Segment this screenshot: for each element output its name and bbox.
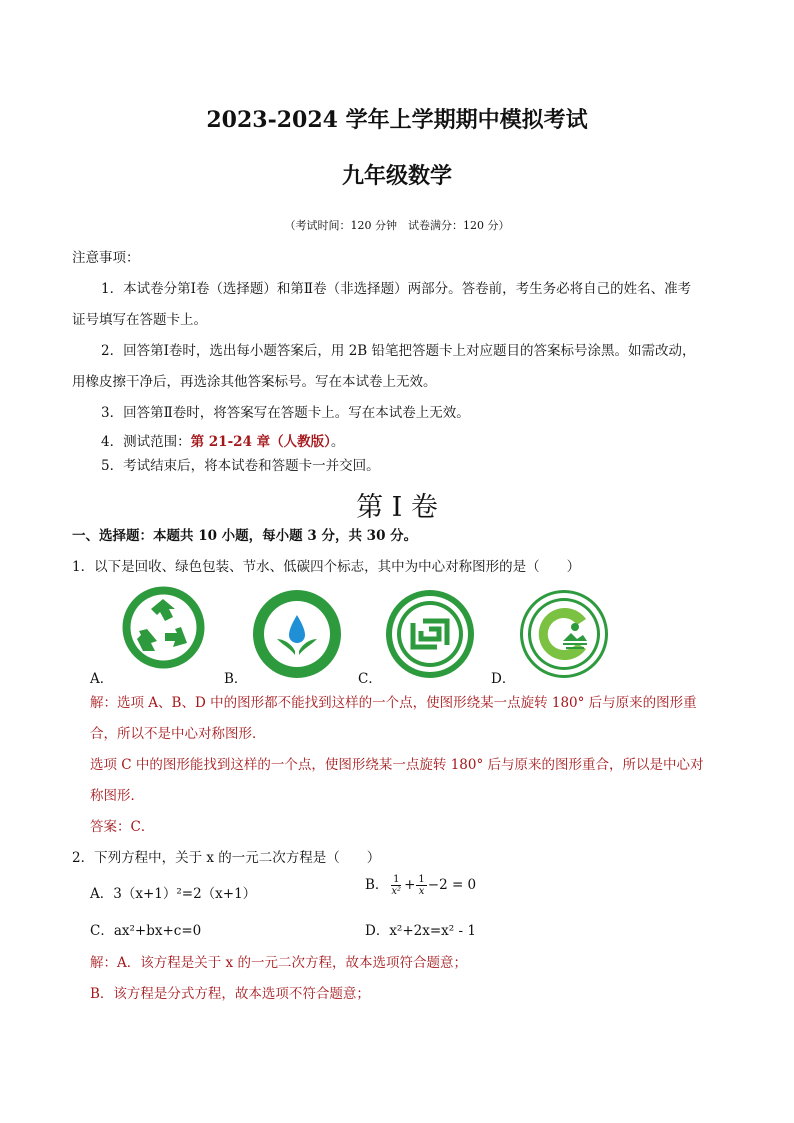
notice-item-4-prefix: 4．测试范围： — [101, 434, 191, 450]
q1-solution-line-2: 合，所以不是中心对称图形． — [90, 726, 266, 742]
q1-solution-line-1: 解：选项 A、B、D 中的图形都不能找到这样的一个点，使图形绕某一点旋转 180° 后与原来的图形重 — [90, 695, 697, 711]
q2-option-b-fraction-1-numerator: 1 — [393, 874, 400, 885]
q2-solution-line-1: 解：A．该方程是关于 x 的一元二次方程，故本选项符合题意； — [90, 955, 467, 971]
q2-option-b — [365, 874, 476, 897]
q2-option-b-tail: −2 = 0 — [427, 877, 477, 893]
q2-option-b-fraction-2-numerator: 1 — [418, 874, 425, 885]
q2-option-b-plus: + — [404, 877, 416, 893]
exam-subject: 九年级数学 — [341, 163, 452, 189]
q2-stem: 2．下列方程中，关于 x 的一元二次方程是（ ） — [72, 850, 381, 866]
water-saving-icon — [385, 589, 475, 679]
section-title: 第 I 卷 — [356, 492, 438, 523]
q1-option-a: A． — [90, 671, 114, 687]
notice-item-4-suffix: 。 — [330, 434, 345, 450]
exam-title: 2023-2024 学年上学期期中模拟考试 — [206, 107, 588, 133]
q2-option-b-fraction-2 — [416, 874, 426, 897]
notice-heading: 注意事项： — [72, 250, 140, 266]
q2-option-b-label: B． — [365, 877, 389, 893]
notice-item-5: 5．考试结束后，将本试卷和答题卡一并交回。 — [101, 458, 380, 474]
q2-option-c: C．ax²+bx+c=0 — [90, 923, 202, 939]
notice-item-4 — [101, 432, 344, 452]
low-carbon-icon — [519, 589, 609, 679]
q1-solution-line-3: 选项 C 中的图形能找到这样的一个点，使图形绕某一点旋转 180° 后与原来的图形重合，所以是中心对 — [90, 757, 704, 773]
notice-item-2-line-1: 2．回答第Ⅰ卷时，选出每小题答案后，用 2B 铅笔把答题卡上对应题目的答案标号涂黑。如需改动， — [101, 343, 696, 359]
q1-option-c: C． — [358, 671, 382, 687]
q2-solution-line-2: B．该方程是分式方程，故本选项不符合题意； — [90, 986, 370, 1002]
q1-solution-line-4: 称图形． — [90, 788, 144, 804]
notice-item-2-line-2: 用橡皮擦干净后，再选涂其他答案标号。写在本试卷上无效。 — [72, 374, 437, 390]
q1-option-d: D． — [491, 671, 516, 687]
recycle-icon — [117, 585, 210, 670]
q2-option-d: D．x²+2x=x² - 1 — [365, 923, 476, 939]
exam-meta: （考试时间：120 分钟 试卷满分：120 分） — [284, 219, 510, 232]
green-package-icon — [251, 589, 343, 679]
q2-option-a: A．3（x+1）²=2（x+1） — [90, 886, 257, 902]
test-range: 第 21-24 章（人教版） — [190, 434, 331, 450]
q2-option-b-fraction-1-denominator: x² — [391, 886, 402, 897]
q1-option-b: B． — [224, 671, 248, 687]
notice-item-1-line-1: 1．本试卷分第Ⅰ卷（选择题）和第Ⅱ卷（非选择题）两部分。答卷前，考生务必将自己的姓名、准考 — [101, 281, 692, 297]
part-1-heading: 一、选择题：本题共 10 小题，每小题 3 分，共 30 分。 — [72, 528, 418, 544]
notice-item-3: 3．回答第Ⅱ卷时，将答案写在答题卡上。写在本试卷上无效。 — [101, 405, 470, 421]
q1-answer: 答案：C． — [90, 819, 155, 835]
q2-option-b-fraction-2-denominator: x — [418, 886, 425, 897]
q2-option-b-fraction-1 — [389, 874, 403, 897]
notice-item-1-line-2: 证号填写在答题卡上。 — [72, 312, 207, 328]
q1-stem: 1．以下是回收、绿色包装、节水、低碳四个标志，其中为中心对称图形的是（ ） — [72, 559, 581, 575]
